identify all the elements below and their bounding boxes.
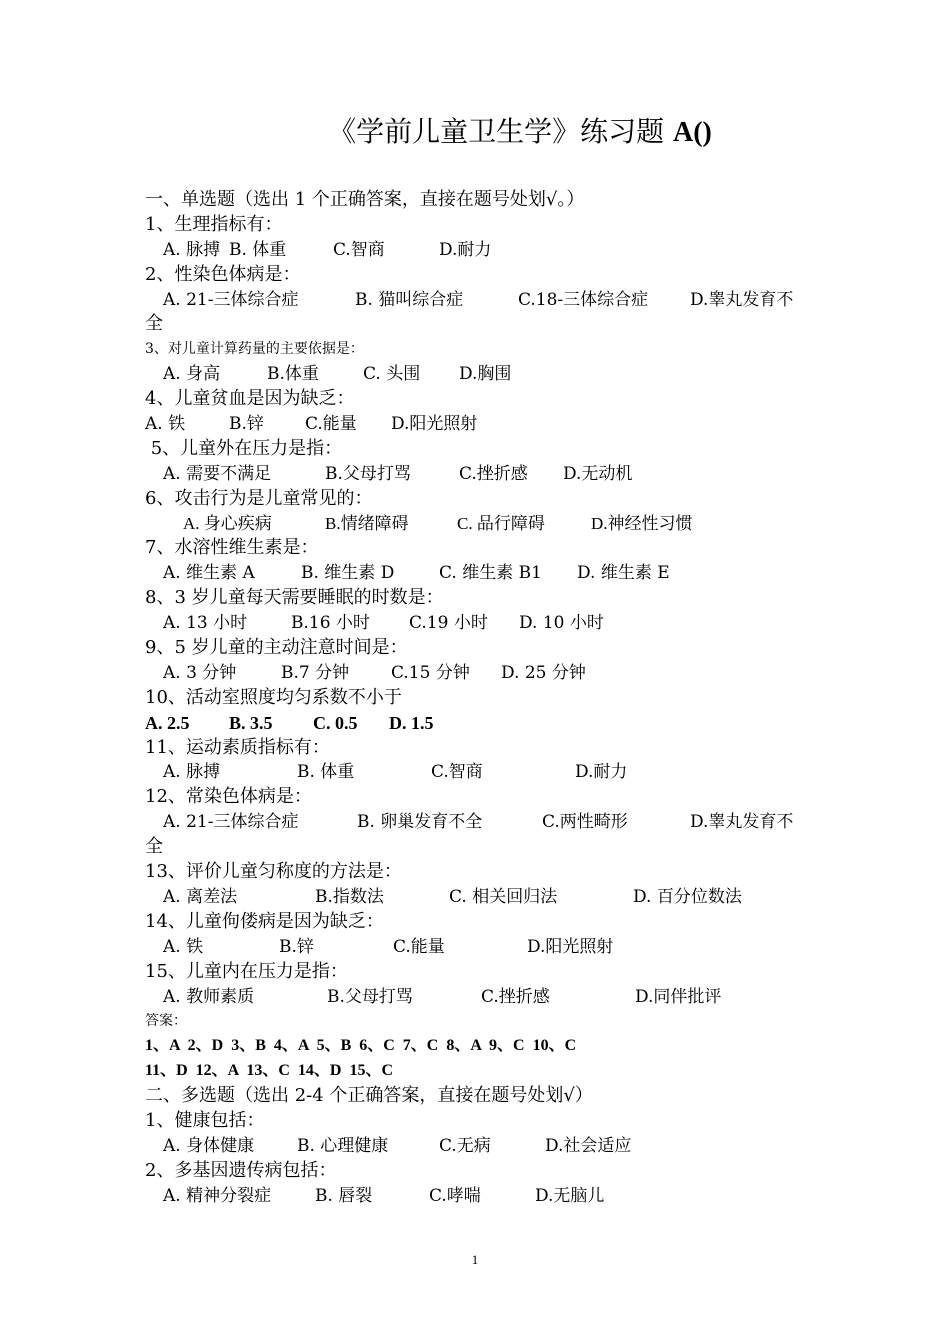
option: C.18-三体综合症 [518,289,649,310]
option: D. 25 分钟 [501,662,586,683]
option: A. 13 小时 [163,613,248,634]
option: C.两性畸形 [542,812,628,833]
option: D.无脑儿 [535,1185,605,1206]
option: C. 品行障碍 [457,513,545,533]
option: B.锌 [229,414,264,435]
option: B.父母打骂 [325,463,411,484]
option: A. 脉搏 [163,762,221,783]
section-header: 一、单选题（选出 1 个正确答案，直接在题号处划√。） [145,189,585,210]
option: A. 身高 [163,364,221,385]
option: B.指数法 [315,886,384,907]
option: D.睾丸发育不 [690,812,794,833]
option: C.智商 [333,239,385,260]
option: C.15 分钟 [391,662,470,683]
question-options [145,711,815,736]
option: D.胸围 [459,364,512,385]
question-options [145,760,815,785]
option: C.哮喘 [429,1185,481,1206]
answers-line: 1、A 2、D 3、B 4、A 5、B 6、C 7、C 8、A 9、C 10、C [145,1037,577,1055]
option: B.16 小时 [291,613,370,634]
option: A. 离差法 [163,886,238,907]
option: A. 铁 [145,414,186,435]
option: D.阳光照射 [391,414,478,435]
option: B.7 分钟 [281,662,350,683]
question-options [145,462,815,487]
option: D. 维生素 E [577,563,670,584]
question-stem: 3、对儿童计算药量的主要依据是： [145,341,364,358]
title-bold-text: A() [673,117,712,148]
option: A. 精神分裂症 [163,1185,272,1206]
question-stem: 8、3 岁儿童每天需要睡眠的时数是： [145,587,444,609]
option: B. 维生素 D [301,563,395,584]
option: D.社会适应 [545,1135,632,1156]
question-stem: 5、儿童外在压力是指： [145,437,343,459]
option: A. 铁 [163,936,204,957]
option: C.无病 [439,1135,491,1156]
option: B.父母打骂 [327,986,413,1007]
option: B.情绪障碍 [325,513,409,533]
option: C. 维生素 B1 [439,563,542,584]
option: B. 体重 [297,762,355,783]
answers-line: 11、D 12、A 13、C 14、D 15、C [145,1062,394,1080]
option: D.耐力 [575,762,628,783]
option-continuation: 全 [145,836,163,858]
option: C.能量 [393,936,445,957]
option: C. 头围 [363,364,421,385]
question-options [145,661,815,686]
option: D.同伴批评 [635,986,722,1007]
question-stem: 13、评价儿童匀称度的方法是： [145,861,402,883]
option: A. 21-三体综合症 [163,812,299,833]
question-options [145,935,815,960]
option: A. 身体健康 [163,1135,255,1156]
document-body [145,188,815,1209]
option: D. 10 小时 [519,613,604,634]
option: C.19 小时 [409,613,488,634]
option: B.锌 [279,936,314,957]
option: A. 维生素 A [163,563,255,584]
question-options [145,288,815,313]
question-stem: 1、健康包括： [145,1109,265,1131]
option: D. 1.5 [389,712,434,733]
question-options [145,512,815,537]
question-stem: 6、攻击行为是儿童常见的： [145,487,373,509]
question-stem: 4、儿童贫血是因为缺乏： [145,388,355,410]
answers-label: 答案： [145,1013,187,1030]
option: C.智商 [431,762,483,783]
option: D.睾丸发育不 [690,289,794,310]
question-options [145,810,815,835]
question-options [145,412,815,437]
question-stem: 15、儿童内在压力是指： [145,960,348,982]
option: A. 身心疾病 [183,513,272,533]
option: C.能量 [305,414,357,435]
option: D.神经性习惯 [591,513,693,533]
option: B. 唇裂 [315,1185,373,1206]
question-stem: 14、儿童佝偻病是因为缺乏： [145,910,384,932]
option: A. 21-三体综合症 [163,289,299,310]
page-title [0,112,950,153]
option: C. 0.5 [313,712,358,733]
question-stem: 9、5 岁儿童的主动注意时间是： [145,637,408,659]
option: D. 百分位数法 [633,886,742,907]
question-options [145,1184,815,1209]
option: D.阳光照射 [527,936,614,957]
option: B. 卵巢发育不全 [357,812,483,833]
question-options [145,885,815,910]
option: A. 3 分钟 [163,662,237,683]
option: B. 3.5 [229,712,273,733]
question-stem: 2、性染色体病是： [145,263,301,285]
question-options [145,362,815,387]
option: A. 教师素质 [163,986,255,1007]
option: A. 脉搏 [163,239,221,260]
question-stem: 10、活动室照度均匀系数不小于 [145,686,402,708]
option: B. 体重 [229,239,287,260]
question-options [145,561,815,586]
question-stem: 12、常染色体病是： [145,786,312,808]
question-options [145,611,815,636]
question-stem: 7、水溶性维生素是： [145,537,319,559]
option: B. 心理健康 [297,1135,389,1156]
question-options [145,238,815,263]
page-number: 1 [471,1252,479,1267]
section-header: 二、多选题（选出 2-4 个正确答案，直接在题号处划√） [145,1085,593,1107]
option: A. 需要不满足 [163,463,272,484]
option: D.耐力 [439,239,492,260]
option: C.挫折感 [459,463,528,484]
option: D.无动机 [563,463,633,484]
question-options [145,1134,815,1159]
question-stem: 1、生理指标有： [145,213,283,235]
option: B.体重 [267,364,319,385]
title-text: 《学前儿童卫生学》练习题 [328,115,674,148]
option-continuation: 全 [145,313,163,335]
option: C. 相关回归法 [449,886,558,907]
question-stem: 11、运动素质指标有： [145,736,330,758]
option: B. 猫叫综合症 [355,289,464,310]
option: A. 2.5 [145,712,190,733]
question-stem: 2、多基因遗传病包括： [145,1159,337,1181]
option: C.挫折感 [481,986,550,1007]
question-options [145,985,815,1010]
